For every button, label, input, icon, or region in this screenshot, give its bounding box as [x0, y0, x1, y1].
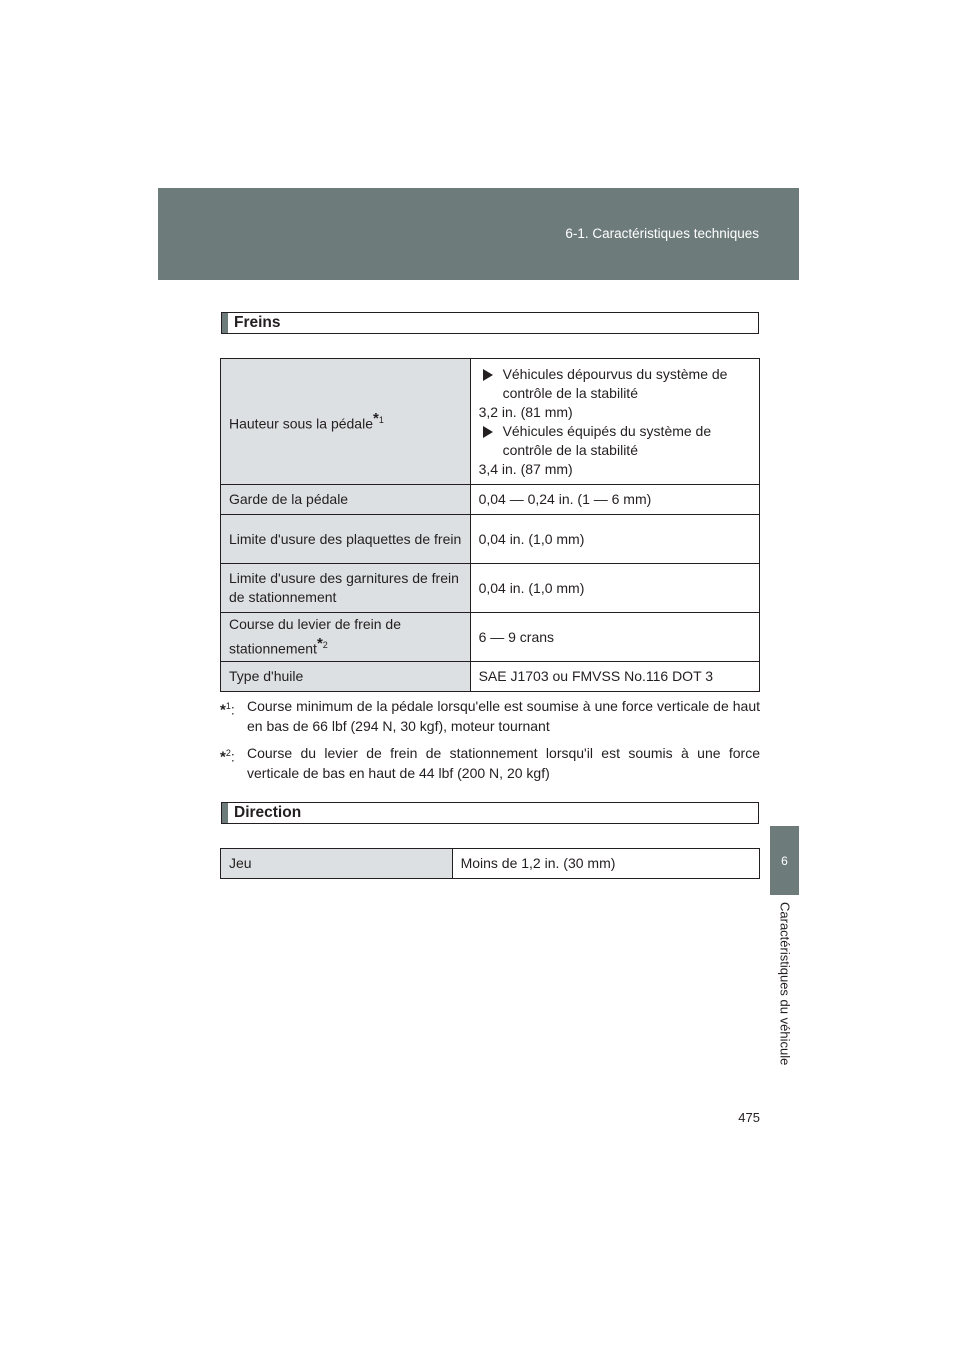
brakes-heading [221, 312, 759, 334]
brakes-title: Freins [234, 314, 281, 331]
table-row [221, 359, 760, 485]
pedal-height-label: Hauteur sous la pédale$^{*1}$ [221, 359, 471, 485]
chapter-number: 6 [781, 854, 788, 868]
list-item: Véhicules équipés du système de contrôle de la stabilité [479, 422, 751, 460]
heading-marker [222, 803, 228, 823]
brakes-table [220, 358, 760, 692]
table-row [221, 564, 760, 613]
triangle-bullet-icon [483, 369, 493, 381]
list-item: Véhicules dépourvus du système de contrôle de la stabilité [479, 365, 751, 403]
triangle-bullet-icon [483, 426, 493, 438]
section-title: 6-1. Caractéristiques techniques [565, 226, 759, 241]
fluid-value: SAE J1703 ou FMVSS No.116 DOT 3 [470, 662, 759, 692]
free-play-label: Garde de la pédale [221, 485, 471, 515]
free-play-value: 0,04 — 0,24 in. (1 — 6 mm) [470, 485, 759, 515]
steering-heading [221, 802, 759, 824]
play-label: Jeu [221, 849, 453, 879]
chapter-header [158, 188, 799, 280]
table-row [221, 515, 760, 564]
lining-wear-label: Limite d'usure des garnitures de frein de stationnement [221, 564, 471, 613]
lining-wear-value: 0,04 in. (1,0 mm) [470, 564, 759, 613]
pad-wear-label: Limite d'usure des plaquettes de frein [221, 515, 471, 564]
footnote-1: *$^1$: Course minimum de la pédale lorsqu'elle est soumise à une force verticale de haut en bas de 66 lbf (294 N, 30 kgf), moteur tournant [220, 698, 760, 734]
steering-title: Direction [234, 804, 302, 821]
fluid-label: Type d'huile [221, 662, 471, 692]
table-row [221, 485, 760, 515]
table-row [221, 613, 760, 662]
footnote-2: *$^2$: Course du levier de frein de stationnement lorsqu'il est soumis à une force verticale de bas en haut de 44 lbf (200 N, 20 kgf) [220, 745, 760, 781]
page-number: 475 [738, 1110, 760, 1125]
lever-travel-value: 6 — 9 crans [470, 613, 759, 662]
table-row [221, 662, 760, 692]
steering-table [220, 848, 760, 879]
chapter-tab [770, 826, 799, 895]
pedal-height-value: Véhicules dépourvus du système de contrôle de la stabilité 3,2 in. (81 mm) Véhicules équipés du système de contrôle de la stabilité 3,4 in. (87 mm) [470, 359, 759, 485]
lever-travel-label: Course du levier de frein de stationnement$^{*2}$ [221, 613, 471, 662]
chapter-label: Caractéristiques du véhicule [777, 902, 793, 1066]
pad-wear-value: 0,04 in. (1,0 mm) [470, 515, 759, 564]
table-row [221, 849, 760, 879]
heading-marker [222, 313, 228, 333]
play-value: Moins de 1,2 in. (30 mm) [452, 849, 759, 879]
